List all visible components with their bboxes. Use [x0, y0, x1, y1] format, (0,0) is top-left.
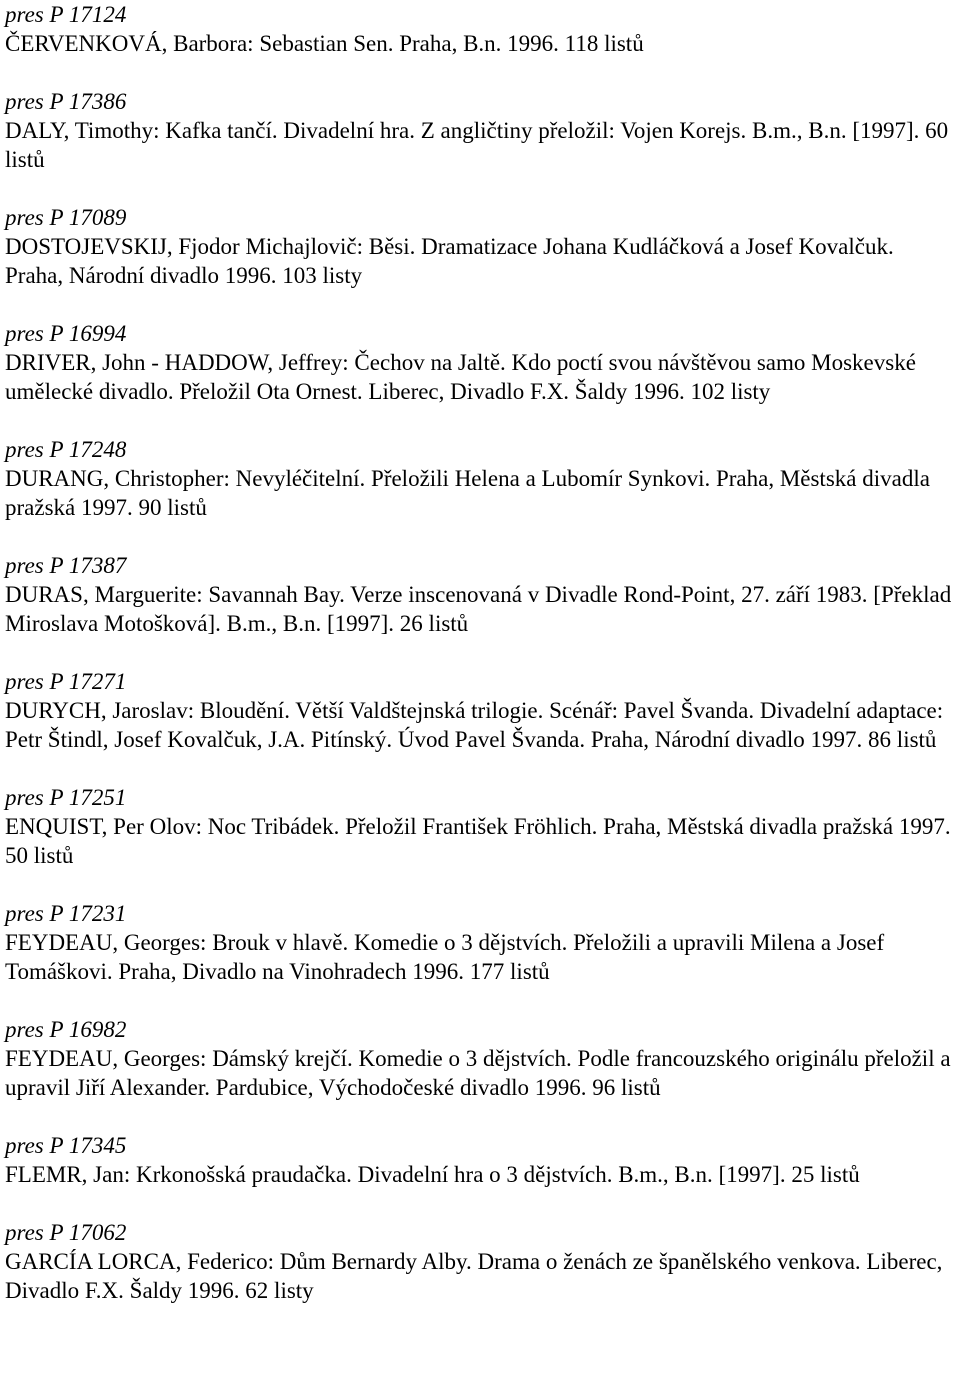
catalog-entry	[5, 783, 955, 870]
catalog-entry	[5, 0, 955, 58]
catalog-entry	[5, 435, 955, 522]
entry-signature: pres P 17062	[5, 1220, 127, 1245]
entry-description: FLEMR, Jan: Krkonošská praudačka. Divadelní hra o 3 dějstvích. B.m., B.n. [1997]. 25 listů	[5, 1162, 860, 1187]
entry-signature: pres P 17089	[5, 205, 127, 230]
catalog-entry	[5, 87, 955, 174]
entry-description: ČERVENKOVÁ, Barbora: Sebastian Sen. Praha, B.n. 1996. 118 listů	[5, 31, 644, 56]
catalog-entry	[5, 667, 955, 754]
catalog-entry	[5, 1015, 955, 1102]
entry-description: FEYDEAU, Georges: Brouk v hlavě. Komedie o 3 dějstvích. Přeložili a upravili Milena a Josef Tomáškovi. Praha, Divadlo na Vinohradech 1996. 177 listů	[5, 930, 885, 984]
entry-description: DURYCH, Jaroslav: Bloudění. Větší Valdštejnská trilogie. Scénář: Pavel Švanda. Divadelní adaptace: Petr Štindl, Josef Kovalčuk, J.A. Pitínský. Úvod Pavel Švanda. Praha, Národní divadlo 1997. 86 listů	[5, 698, 944, 752]
catalog-entry	[5, 203, 955, 290]
entry-signature: pres P 17124	[5, 2, 127, 27]
catalog-entry	[5, 899, 955, 986]
entry-description: DRIVER, John - HADDOW, Jeffrey: Čechov na Jaltě. Kdo poctí svou návštěvou samo Moskevské umělecké divadlo. Přeložil Ota Ornest. Liberec, Divadlo F.X. Šaldy 1996. 102 listy	[5, 350, 916, 404]
catalog-document	[5, 0, 955, 1334]
catalog-entry	[5, 1218, 955, 1305]
catalog-entry	[5, 1131, 955, 1189]
entry-description: ENQUIST, Per Olov: Noc Tribádek. Přeložil František Fröhlich. Praha, Městská divadla pražská 1997. 50 listů	[5, 814, 951, 868]
entry-signature: pres P 17271	[5, 669, 127, 694]
catalog-entry	[5, 551, 955, 638]
entry-signature: pres P 17387	[5, 553, 127, 578]
entry-signature: pres P 16994	[5, 321, 127, 346]
entry-signature: pres P 17248	[5, 437, 127, 462]
entry-signature: pres P 17231	[5, 901, 127, 926]
entry-signature: pres P 16982	[5, 1017, 127, 1042]
entry-description: DOSTOJEVSKIJ, Fjodor Michajlovič: Běsi. Dramatizace Johana Kudláčková a Josef Kovalčuk. Praha, Národní divadlo 1996. 103 listy	[5, 234, 894, 288]
entry-description: DURAS, Marguerite: Savannah Bay. Verze inscenovaná v Divadle Rond-Point, 27. září 1983. [Překlad Miroslava Motošková]. B.m., B.n. [1997]. 26 listů	[5, 582, 952, 636]
entry-description: DALY, Timothy: Kafka tančí. Divadelní hra. Z angličtiny přeložil: Vojen Korejs. B.m., B.n. [1997]. 60 listů	[5, 118, 949, 172]
entry-description: FEYDEAU, Georges: Dámský krejčí. Komedie o 3 dějstvích. Podle francouzského originálu přeložil a upravil Jiří Alexander. Pardubice, Východočeské divadlo 1996. 96 listů	[5, 1046, 951, 1100]
entry-signature: pres P 17251	[5, 785, 127, 810]
entry-description: GARCÍA LORCA, Federico: Dům Bernardy Alby. Drama o ženách ze španělského venkova. Liberec, Divadlo F.X. Šaldy 1996. 62 listy	[5, 1249, 943, 1303]
catalog-entry	[5, 319, 955, 406]
entry-description: DURANG, Christopher: Nevyléčitelní. Přeložili Helena a Lubomír Synkovi. Praha, Městská divadla pražská 1997. 90 listů	[5, 466, 930, 520]
entry-signature: pres P 17345	[5, 1133, 127, 1158]
entry-signature: pres P 17386	[5, 89, 127, 114]
